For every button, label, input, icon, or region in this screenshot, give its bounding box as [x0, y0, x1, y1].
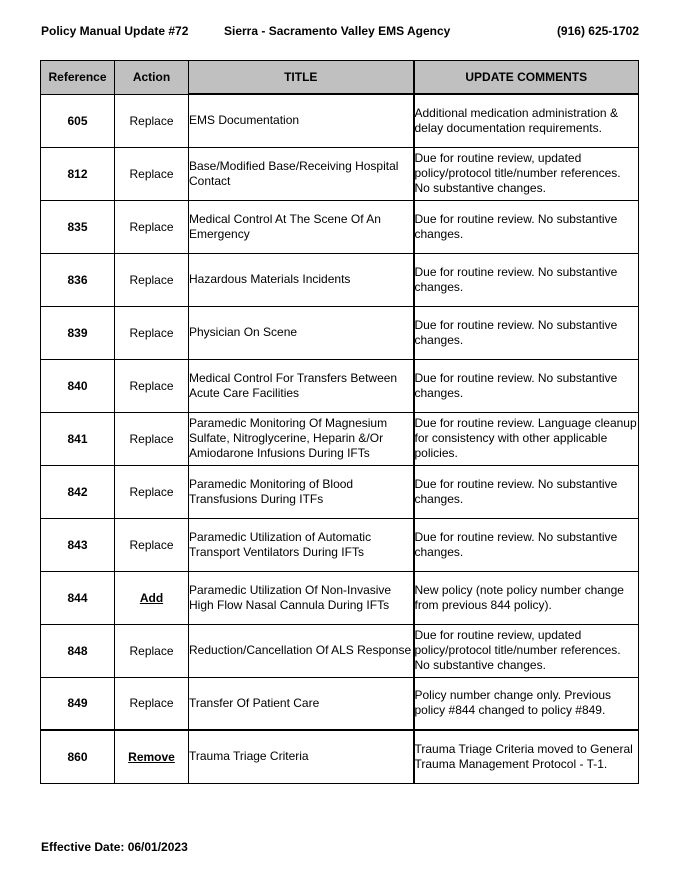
- policy-action: Replace: [115, 306, 189, 359]
- policy-action: Replace: [115, 412, 189, 465]
- table-row: [41, 200, 639, 253]
- policy-update-comment: Due for routine review, updated policy/protocol title/number references. No substantive changes.: [414, 624, 639, 677]
- policy-action: Replace: [115, 200, 189, 253]
- column-header-update-comments: UPDATE COMMENTS: [414, 61, 639, 95]
- table-row: [41, 94, 639, 147]
- policy-reference: 849: [41, 677, 115, 730]
- table-row: [41, 359, 639, 412]
- policy-update-comment: Due for routine review. No substantive changes.: [414, 200, 639, 253]
- policy-reference: 843: [41, 518, 115, 571]
- table-header-row: [41, 61, 639, 95]
- policy-update-comment: Due for routine review. No substantive changes.: [414, 306, 639, 359]
- policy-reference: 835: [41, 200, 115, 253]
- policy-update-comment: New policy (note policy number change from previous 844 policy).: [414, 571, 639, 624]
- table-row: [41, 677, 639, 730]
- policy-action-add: Add: [115, 571, 189, 624]
- policy-action: Replace: [115, 624, 189, 677]
- policy-update-comment: Trauma Triage Criteria moved to General Trauma Management Protocol - T-1.: [414, 730, 639, 783]
- policy-update-comment: Policy number change only. Previous policy #844 changed to policy #849.: [414, 677, 639, 730]
- policy-title: Paramedic Utilization Of Non-Invasive High Flow Nasal Cannula During IFTs: [189, 571, 414, 624]
- policy-title: Medical Control At The Scene Of An Emergency: [189, 200, 414, 253]
- policy-reference: 842: [41, 465, 115, 518]
- policy-action: Replace: [115, 147, 189, 200]
- policy-action: Replace: [115, 253, 189, 306]
- agency-phone: (916) 625-1702: [556, 24, 639, 38]
- column-header-action: Action: [115, 61, 189, 95]
- column-header-title: TITLE: [189, 61, 414, 95]
- table-row: [41, 730, 639, 783]
- policy-reference: 605: [41, 94, 115, 147]
- policy-reference: 812: [41, 147, 115, 200]
- table-row: [41, 412, 639, 465]
- policy-title: Paramedic Monitoring of Blood Transfusions During ITFs: [189, 465, 414, 518]
- policy-title: Medical Control For Transfers Between Acute Care Facilities: [189, 359, 414, 412]
- policy-title: Hazardous Materials Incidents: [189, 253, 414, 306]
- policy-reference: 839: [41, 306, 115, 359]
- policy-reference: 844: [41, 571, 115, 624]
- table-row: [41, 465, 639, 518]
- policy-title: Reduction/Cancellation Of ALS Response: [189, 624, 414, 677]
- policy-reference: 840: [41, 359, 115, 412]
- policy-title: Trauma Triage Criteria: [189, 730, 414, 783]
- policy-action: Replace: [115, 465, 189, 518]
- policy-title: Physician On Scene: [189, 306, 414, 359]
- page-header: [41, 24, 639, 40]
- manual-update-title: Policy Manual Update #72: [41, 24, 189, 38]
- policy-reference: 841: [41, 412, 115, 465]
- policy-action-remove: Remove: [115, 730, 189, 783]
- effective-date: Effective Date: 06/01/2023: [41, 840, 188, 854]
- table-row: [41, 624, 639, 677]
- policy-update-comment: Due for routine review. No substantive changes.: [414, 359, 639, 412]
- policy-reference: 860: [41, 730, 115, 783]
- table-row: [41, 306, 639, 359]
- policy-title: EMS Documentation: [189, 94, 414, 147]
- policy-update-table: [40, 60, 639, 784]
- policy-update-comment: Due for routine review, updated policy/protocol title/number references. No substantive changes.: [414, 147, 639, 200]
- policy-update-comment: Additional medication administration & delay documentation requirements.: [414, 94, 639, 147]
- policy-reference: 848: [41, 624, 115, 677]
- table-row: [41, 253, 639, 306]
- policy-update-comment: Due for routine review. Language cleanup for consistency with other applicable policies.: [414, 412, 639, 465]
- policy-update-comment: Due for routine review. No substantive changes.: [414, 253, 639, 306]
- table-row: [41, 147, 639, 200]
- column-header-reference: Reference: [41, 61, 115, 95]
- policy-update-comment: Due for routine review. No substantive changes.: [414, 465, 639, 518]
- policy-title: Paramedic Utilization of Automatic Transport Ventilators During IFTs: [189, 518, 414, 571]
- policy-action: Replace: [115, 359, 189, 412]
- policy-update-comment: Due for routine review. No substantive changes.: [414, 518, 639, 571]
- table-row: [41, 518, 639, 571]
- policy-title: Base/Modified Base/Receiving Hospital Contact: [189, 147, 414, 200]
- policy-action: Replace: [115, 518, 189, 571]
- policy-action: Replace: [115, 677, 189, 730]
- policy-title: Transfer Of Patient Care: [189, 677, 414, 730]
- policy-reference: 836: [41, 253, 115, 306]
- table-row: [41, 571, 639, 624]
- policy-action: Replace: [115, 94, 189, 147]
- agency-name: Sierra - Sacramento Valley EMS Agency: [224, 24, 451, 38]
- policy-title: Paramedic Monitoring Of Magnesium Sulfate, Nitroglycerine, Heparin &/Or Amiodarone Infusions During IFTs: [189, 412, 414, 465]
